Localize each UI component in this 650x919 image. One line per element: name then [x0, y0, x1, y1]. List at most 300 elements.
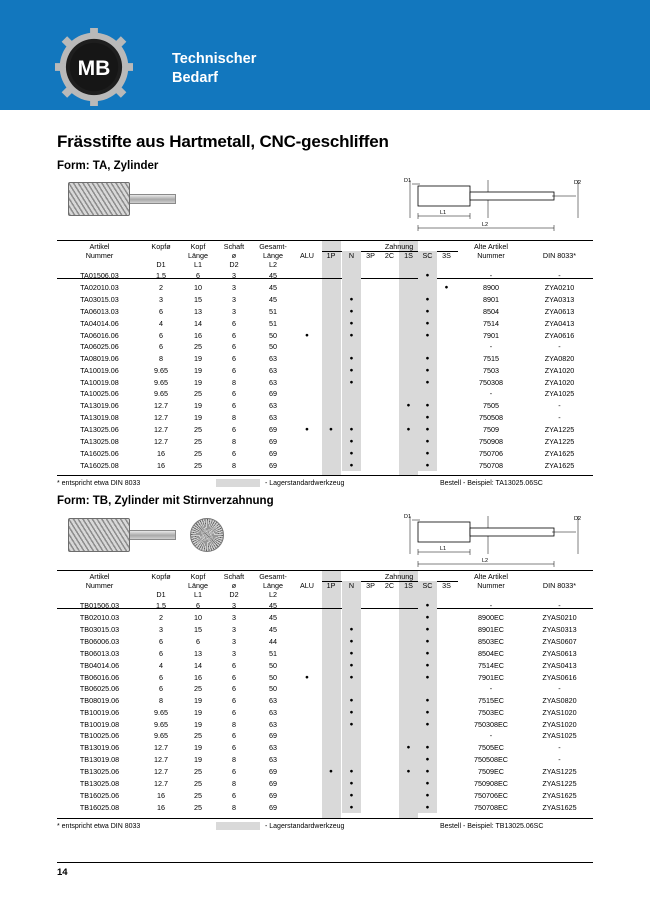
cell-l1: 14 — [194, 318, 202, 328]
cell-din: ZYAS0616 — [542, 672, 577, 682]
cell-alte-nummer: 8900 — [483, 282, 499, 292]
drawing-label-l2: L2 — [482, 222, 489, 228]
cell-1s — [399, 459, 418, 471]
cell-sc — [418, 388, 437, 399]
cell-sc — [418, 611, 437, 623]
cell-l1: 15 — [194, 294, 202, 304]
cell-1s — [399, 411, 418, 423]
cell-1s — [399, 671, 418, 683]
cell-n — [342, 329, 361, 341]
cell-3s — [437, 447, 456, 459]
cell-alu — [294, 635, 320, 647]
table-row — [57, 411, 593, 423]
cell-l2: 63 — [269, 377, 277, 387]
cell-d2: 6 — [232, 766, 236, 776]
brand-line-2: Bedarf — [172, 70, 218, 86]
table-row — [57, 269, 593, 281]
cell-n — [342, 706, 361, 718]
cell-alu — [294, 647, 320, 659]
brand-name — [172, 50, 256, 88]
cell-d2: 6 — [232, 707, 236, 717]
cell-d1: 6 — [159, 648, 163, 658]
cell-3p — [361, 293, 380, 305]
cell-artikel: TA13019.06 — [80, 400, 119, 410]
cell-3s — [437, 281, 456, 293]
cell-n — [342, 341, 361, 352]
table-row — [57, 611, 593, 623]
spec-table-tb — [57, 572, 593, 813]
cell-3p — [361, 459, 380, 471]
cell-l1: 19 — [194, 742, 202, 752]
page-header-band — [0, 0, 650, 110]
cell-l1: 13 — [194, 648, 202, 658]
cell-n — [342, 317, 361, 329]
cell-alu — [294, 789, 320, 801]
col-n: N — [342, 251, 361, 260]
cell-sc — [418, 293, 437, 305]
cell-artikel: TA06016.06 — [80, 330, 119, 340]
table-ta-body — [57, 269, 593, 471]
cell-l2: 45 — [269, 624, 277, 634]
cell-1s — [399, 317, 418, 329]
cell-sc — [418, 730, 437, 741]
cell-din: ZYAS1625 — [542, 802, 577, 812]
cell-1s — [399, 293, 418, 305]
cell-1s — [399, 718, 418, 730]
cell-3p — [361, 659, 380, 671]
cell-1s — [399, 777, 418, 789]
cell-1s — [399, 789, 418, 801]
cell-din: ZYAS0313 — [542, 624, 577, 634]
legend-swatch-ta — [216, 479, 260, 487]
table-row — [57, 329, 593, 341]
cell-sc — [418, 599, 437, 611]
cell-1s — [399, 659, 418, 671]
cell-1p — [320, 741, 342, 753]
cell-3p — [361, 376, 380, 388]
cell-3p — [361, 352, 380, 364]
cell-1s — [399, 611, 418, 623]
cell-alu — [294, 611, 320, 623]
cell-1p — [320, 765, 342, 777]
cell-l2: 51 — [269, 306, 277, 316]
cell-sc — [418, 659, 437, 671]
cell-1s — [399, 694, 418, 706]
cell-1p — [320, 399, 342, 411]
cell-1p — [320, 753, 342, 765]
cell-alte-nummer: 750708 — [479, 460, 503, 470]
cell-l1: 25 — [194, 436, 202, 446]
cell-alu — [294, 317, 320, 329]
cell-d1: 2 — [159, 282, 163, 292]
cell-1s — [399, 305, 418, 317]
cell-l1: 25 — [194, 778, 202, 788]
cell-alu — [294, 683, 320, 694]
cell-d2: 8 — [232, 802, 236, 812]
cell-din: ZYAS0413 — [542, 660, 577, 670]
col-gesamt-2-tb: Länge — [263, 581, 283, 590]
table-row — [57, 317, 593, 329]
cell-1p — [320, 706, 342, 718]
table-row — [57, 399, 593, 411]
table-row — [57, 341, 593, 352]
cell-1p — [320, 352, 342, 364]
cell-d1: 12.7 — [154, 424, 168, 434]
cell-d1: 12.7 — [154, 778, 168, 788]
cell-sc — [418, 329, 437, 341]
cell-1p — [320, 718, 342, 730]
col-schaft-tb: Schaft — [223, 572, 245, 581]
cell-alte-nummer: 8503EC — [478, 636, 504, 646]
cell-d2: 6 — [232, 330, 236, 340]
table-row — [57, 623, 593, 635]
cell-l2: 45 — [269, 600, 277, 610]
cell-2c — [380, 599, 399, 611]
cell-3s — [437, 741, 456, 753]
table-row — [57, 293, 593, 305]
cell-d2: 6 — [232, 660, 236, 670]
cell-d2: 6 — [232, 742, 236, 752]
cell-2c — [380, 611, 399, 623]
cell-1s — [399, 281, 418, 293]
cell-l2: 63 — [269, 353, 277, 363]
cell-d2: 8 — [232, 754, 236, 764]
cell-n — [342, 447, 361, 459]
cell-1s — [399, 753, 418, 765]
cell-din: ZYA1020 — [544, 365, 575, 375]
cell-3p — [361, 611, 380, 623]
cell-2c — [380, 293, 399, 305]
cell-1p — [320, 801, 342, 813]
cell-d2: 3 — [232, 306, 236, 316]
footnote-ta-mid: - Lagerstandardwerkzeug — [265, 480, 345, 487]
table-row — [57, 683, 593, 694]
cell-alte-nummer: 7514EC — [478, 660, 504, 670]
cell-din: ZYAS1625 — [542, 790, 577, 800]
product-image-tb — [68, 518, 176, 552]
col-kopf-laenge: Kopf — [190, 242, 206, 251]
table-row — [57, 388, 593, 399]
cell-artikel: TA01506.03 — [80, 270, 119, 280]
cell-alu — [294, 305, 320, 317]
cell-alu — [294, 718, 320, 730]
cell-d2: 6 — [232, 790, 236, 800]
cell-1p — [320, 435, 342, 447]
section-heading-tb: Form: TB, Zylinder mit Stirnverzahnung — [57, 495, 274, 507]
cell-d1: 9.65 — [154, 377, 168, 387]
cell-1p — [320, 423, 342, 435]
cell-artikel: TA10025.06 — [80, 389, 119, 398]
cell-alte-nummer: 750308 — [479, 377, 503, 387]
cell-3s — [437, 718, 456, 730]
cell-sc — [418, 281, 437, 293]
cell-2c — [380, 765, 399, 777]
cell-1s — [399, 341, 418, 352]
cell-d2: 6 — [232, 342, 236, 351]
cell-l1: 19 — [194, 719, 202, 729]
cell-d1: 9.65 — [154, 365, 168, 375]
cell-artikel: TA10019.08 — [80, 377, 119, 387]
cell-d1: 9.65 — [154, 389, 168, 398]
cell-d1: 16 — [157, 460, 165, 470]
drawing-label-l1-tb: L1 — [440, 546, 447, 552]
cell-n — [342, 269, 361, 281]
cell-sc — [418, 269, 437, 281]
col-alu: ALU — [300, 251, 314, 260]
cell-1s — [399, 623, 418, 635]
cell-2c — [380, 281, 399, 293]
cell-l2: 44 — [269, 636, 277, 646]
cell-alte-nummer: 7515EC — [478, 695, 504, 705]
cell-n — [342, 293, 361, 305]
cell-din: ZYA0820 — [544, 353, 575, 363]
cell-3s — [437, 706, 456, 718]
cell-alte-nummer: 750706 — [479, 448, 503, 458]
cell-3p — [361, 341, 380, 352]
cell-d1: 8 — [159, 695, 163, 705]
cell-l2: 51 — [269, 648, 277, 658]
cell-sc — [418, 623, 437, 635]
table-row — [57, 447, 593, 459]
col-d1-tb: D1 — [156, 590, 166, 599]
cell-3s — [437, 388, 456, 399]
cell-sc — [418, 765, 437, 777]
cell-l1: 16 — [194, 672, 202, 682]
cell-alte-nummer: 8504EC — [478, 648, 504, 658]
cell-sc — [418, 435, 437, 447]
cell-2c — [380, 269, 399, 281]
cell-d1: 16 — [157, 802, 165, 812]
footnote-ta-right: Bestell - Beispiel: TA13025.06SC — [440, 480, 543, 487]
cell-din: ZYA0313 — [544, 294, 575, 304]
cell-l1: 25 — [194, 342, 202, 351]
cell-2c — [380, 683, 399, 694]
cell-1p — [320, 659, 342, 671]
cell-1s — [399, 765, 418, 777]
col-3s: 3S — [442, 251, 451, 260]
cell-3s — [437, 635, 456, 647]
cell-artikel: TB13019.08 — [79, 754, 120, 764]
cell-alu — [294, 659, 320, 671]
cell-alu — [294, 741, 320, 753]
cell-d2: 3 — [232, 270, 236, 280]
cell-n — [342, 741, 361, 753]
col-nummer: Nummer — [85, 251, 114, 260]
footnote-ta-left: * entspricht etwa DIN 8033 — [57, 480, 141, 487]
cell-din: ZYA1025 — [544, 389, 575, 398]
cell-alu — [294, 293, 320, 305]
cell-3p — [361, 694, 380, 706]
cell-n — [342, 694, 361, 706]
cell-sc — [418, 352, 437, 364]
cell-d2: 3 — [232, 636, 236, 646]
cell-l1: 25 — [194, 790, 202, 800]
cell-3p — [361, 364, 380, 376]
cell-d2: 3 — [232, 612, 236, 622]
cell-3p — [361, 329, 380, 341]
table-row — [57, 730, 593, 741]
cell-d1: 6 — [159, 636, 163, 646]
cell-l2: 69 — [269, 790, 277, 800]
col-l2: L2 — [269, 260, 277, 269]
cell-alu — [294, 352, 320, 364]
cell-1p — [320, 599, 342, 611]
col-sc: SC — [418, 251, 437, 260]
table-row — [57, 694, 593, 706]
cell-alte-nummer: 7901EC — [478, 672, 504, 682]
cell-l1: 25 — [194, 802, 202, 812]
cell-l2: 50 — [269, 330, 277, 340]
cell-d2: 6 — [232, 389, 236, 398]
cell-3s — [437, 341, 456, 352]
col-l1: L1 — [194, 260, 202, 269]
cell-n — [342, 599, 361, 611]
cell-din: ZYA0613 — [544, 306, 575, 316]
cell-alte-nummer: 7505 — [483, 400, 499, 410]
cell-din: ZYAS1225 — [542, 778, 577, 788]
cell-3p — [361, 623, 380, 635]
cell-l1: 15 — [194, 624, 202, 634]
cell-l1: 13 — [194, 306, 202, 316]
cell-d2: 6 — [232, 672, 236, 682]
cell-l1: 19 — [194, 400, 202, 410]
burr-head — [68, 182, 130, 216]
cell-3s — [437, 352, 456, 364]
col-l2-tb: L2 — [269, 590, 277, 599]
cell-2c — [380, 706, 399, 718]
cell-3p — [361, 388, 380, 399]
cell-alte-nummer: 7505EC — [478, 742, 504, 752]
cell-artikel: TB13025.06 — [79, 766, 120, 776]
cell-1p — [320, 388, 342, 399]
page-content — [0, 110, 650, 919]
section-heading-ta: Form: TA, Zylinder — [57, 160, 159, 172]
cell-1s — [399, 599, 418, 611]
cell-3s — [437, 364, 456, 376]
cell-n — [342, 364, 361, 376]
cell-artikel: TA03015.03 — [80, 294, 119, 304]
cell-3p — [361, 718, 380, 730]
cell-alte-nummer: 8504 — [483, 306, 499, 316]
cell-n — [342, 765, 361, 777]
cell-d2: 3 — [232, 282, 236, 292]
table-tb-body — [57, 599, 593, 813]
cell-alte-nummer: 7503EC — [478, 707, 504, 717]
cell-2c — [380, 447, 399, 459]
cell-1s — [399, 447, 418, 459]
col-l1-tb: L1 — [194, 590, 202, 599]
table-row — [57, 376, 593, 388]
cell-d1: 12.7 — [154, 400, 168, 410]
cell-n — [342, 623, 361, 635]
cell-artikel: TB03015.03 — [79, 624, 120, 634]
cell-3p — [361, 753, 380, 765]
cell-sc — [418, 647, 437, 659]
cell-l1: 14 — [194, 660, 202, 670]
table-row — [57, 435, 593, 447]
cell-alte-nummer: 7515 — [483, 353, 499, 363]
cell-l1: 19 — [194, 695, 202, 705]
cell-n — [342, 435, 361, 447]
cell-1p — [320, 341, 342, 352]
cell-artikel: TA13019.08 — [80, 412, 119, 422]
cell-sc — [418, 777, 437, 789]
cell-d1: 6 — [159, 306, 163, 316]
col-kopf-laenge-2: Länge — [188, 251, 208, 260]
cell-3s — [437, 399, 456, 411]
product-endview-tb — [190, 518, 224, 552]
cell-alte-nummer: - — [489, 731, 493, 740]
cell-2c — [380, 718, 399, 730]
cell-3p — [361, 305, 380, 317]
cell-3p — [361, 683, 380, 694]
col-2c: 2C — [384, 251, 395, 260]
cell-1p — [320, 623, 342, 635]
cell-l2: 45 — [269, 270, 277, 280]
cell-l2: 50 — [269, 342, 277, 351]
table-row — [57, 599, 593, 611]
cell-artikel: TA02010.03 — [80, 282, 119, 292]
cell-n — [342, 376, 361, 388]
table-ta-top-rule — [57, 240, 593, 241]
cell-din: - — [558, 270, 561, 280]
cell-alu — [294, 329, 320, 341]
cell-alte-nummer: 7514 — [483, 318, 499, 328]
table-row — [57, 423, 593, 435]
cell-artikel: TB06006.03 — [79, 636, 120, 646]
cell-l1: 25 — [194, 731, 202, 740]
cell-d2: 3 — [232, 624, 236, 634]
cell-l2: 45 — [269, 294, 277, 304]
table-row — [57, 364, 593, 376]
cell-n — [342, 281, 361, 293]
cell-artikel: TA16025.08 — [80, 460, 119, 470]
table-row — [57, 801, 593, 813]
cell-3s — [437, 801, 456, 813]
cell-2c — [380, 741, 399, 753]
col-sc-tb: SC — [418, 581, 437, 590]
cell-3p — [361, 599, 380, 611]
table-tb-bottom-rule — [57, 818, 593, 819]
cell-2c — [380, 352, 399, 364]
cell-l1: 25 — [194, 389, 202, 398]
cell-3s — [437, 765, 456, 777]
cell-3s — [437, 329, 456, 341]
cell-sc — [418, 635, 437, 647]
cell-2c — [380, 435, 399, 447]
cell-3s — [437, 435, 456, 447]
drawing-label-l2-tb: L2 — [482, 558, 489, 564]
cell-alte-nummer: 750706EC — [474, 790, 508, 800]
cell-sc — [418, 423, 437, 435]
cell-3p — [361, 671, 380, 683]
cell-artikel: TB04014.06 — [79, 660, 120, 670]
cell-3s — [437, 683, 456, 694]
cell-alu — [294, 753, 320, 765]
col-d2: D2 — [229, 260, 239, 269]
cell-sc — [418, 741, 437, 753]
table-row — [57, 741, 593, 753]
cell-1s — [399, 269, 418, 281]
cell-1s — [399, 329, 418, 341]
cell-n — [342, 801, 361, 813]
cell-3p — [361, 435, 380, 447]
brand-line-1: Technischer — [172, 51, 257, 67]
table-row — [57, 765, 593, 777]
cell-l2: 69 — [269, 448, 277, 458]
cell-artikel: TB10019.08 — [79, 719, 120, 729]
cell-2c — [380, 459, 399, 471]
